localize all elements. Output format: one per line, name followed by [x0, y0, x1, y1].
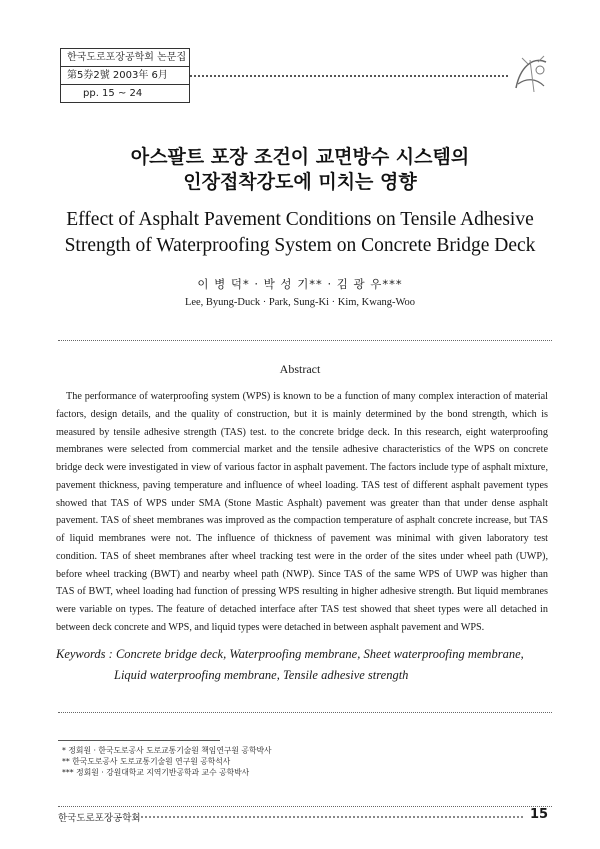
- journal-issue: 第5券2號 2003年 6月: [61, 67, 189, 85]
- footer-dotted-leader: [128, 816, 523, 818]
- abstract-heading: Abstract: [279, 362, 321, 376]
- footnote-rule: [58, 740, 220, 741]
- header-dotted-rule: [190, 75, 508, 77]
- authors-korean: 이 병 덕* · 박 성 기** · 김 광 우***: [197, 277, 403, 291]
- journal-name: 한국도로포장공학회 논문집: [61, 49, 189, 67]
- keywords-line-1: Keywords : Concrete bridge deck, Waterproofing membrane, Sheet waterproofing membrane,: [56, 647, 524, 661]
- section-divider-top: [58, 340, 552, 341]
- section-divider-bottom: [58, 712, 552, 713]
- page-number: 15: [530, 807, 549, 822]
- journal-pages: pp. 15 ~ 24: [83, 88, 143, 99]
- title-korean-line-1: 아스팔트 포장 조건이 교면방수 시스템의: [130, 146, 470, 168]
- keywords-line-2: Liquid waterproofing membrane, Tensile adhesive strength: [114, 668, 409, 682]
- title-korean-line-2: 인장접착강도에 미치는 영향: [183, 171, 417, 193]
- abstract-text: The performance of waterproofing system (WPS) is known to be a function of many complex interaction of material factors, design details, and the quality of construction, but it is mainly determined by the bond strength, which is measured by tensile adhesive strength (TAS) test. to the concrete bridge deck. In this research, eight waterproofing membranes were selected from commercial market and the tensile adhesive characteristics of the WPS on concrete bridge deck were investigated in view of various factor in asphalt pavement. The factors include type of asphalt mixture, pavement thickness, paving temperature and influence of wheel loading. TAS test of different asphalt pavement types showed that TAS of WPS under SMA (Stone Mastic Asphalt) pavement was greater than that under dense asphalt pavement. TAS of sheet membranes was improved as the compaction temperature of asphalt concrete increase, but TAS of liquid membranes were not. The influence of thickness of pavement was minimal with given laboratory test condition. TAS of sheet membranes after wheel tracking test were in the order of the sites under wheel path (UWP), before wheel tracking (BWT) and nearby wheel path (NWP). Since TAS of the same WPS of UWP was higher than TAS of BWT, wheel loading had function of pressing WPS resulting in higher adhesive strength. But liquid membranes were variable on types. The feature of detached interface after TAS test showed that sheet types were all detached in between deck concrete and WPS, and liquid types were detached in between asphalt pavement and WPS.: [56, 391, 548, 633]
- footnotes: [62, 745, 462, 778]
- footer-rule: [58, 806, 552, 807]
- decorative-emblem-icon: [510, 48, 552, 96]
- title-english-line-1: Effect of Asphalt Pavement Conditions on Tensile Adhesive: [66, 209, 534, 230]
- title-english-line-2: Strength of Waterproofing System on Concrete Bridge Deck: [64, 235, 536, 256]
- journal-info-box: [60, 48, 190, 103]
- keywords: [56, 644, 556, 686]
- footnote-3: *** 정회원 · 강원대학교 지역기반공학과 교수 공학박사: [62, 768, 250, 777]
- footnote-2: ** 한국도로공사 도로교통기술원 연구원 공학석사: [62, 757, 231, 766]
- footnote-1: * 정회원 · 한국도로공사 도로교통기술원 책임연구원 공학박사: [62, 746, 272, 755]
- footer-society: 한국도로포장공학회: [58, 813, 141, 824]
- authors-english: Lee, Byung-Duck · Park, Sung-Ki · Kim, Kwang-Woo: [184, 297, 416, 308]
